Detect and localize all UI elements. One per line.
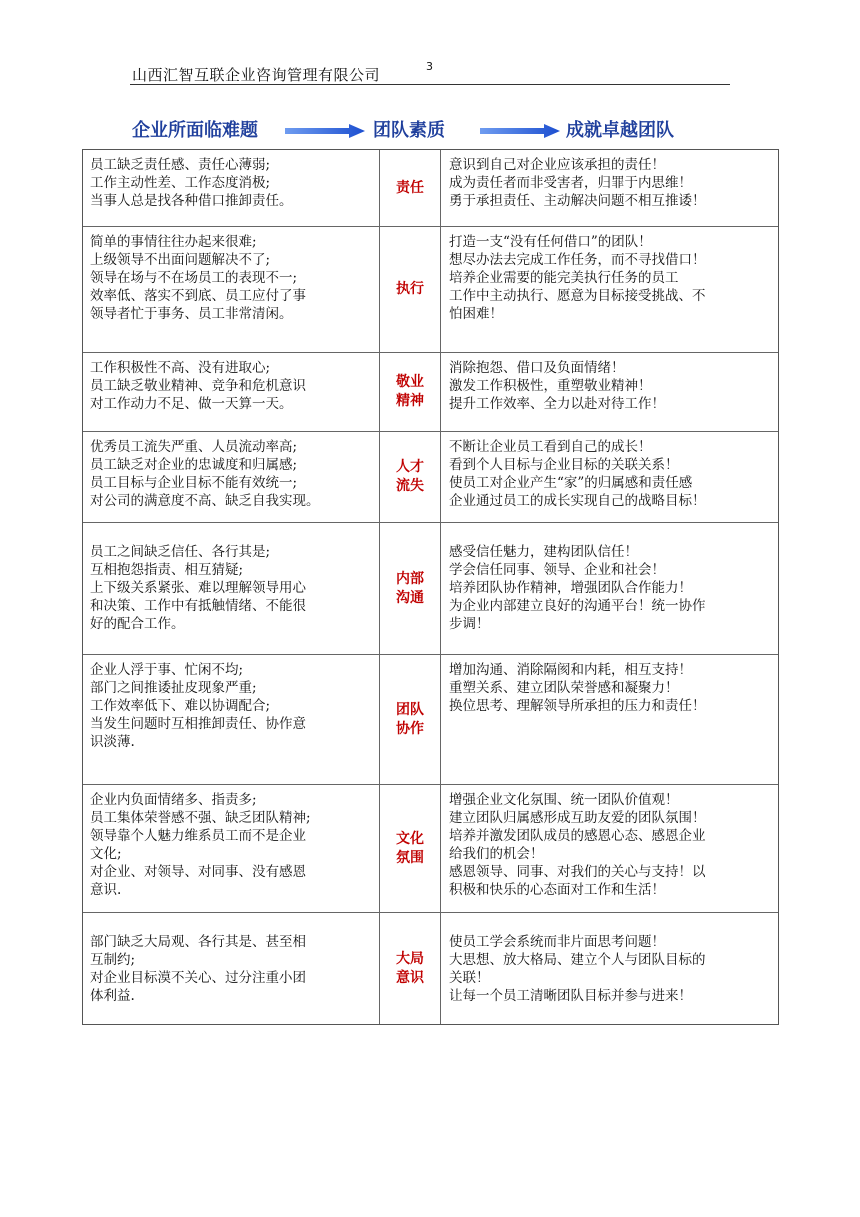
problem-line: 员工缺乏对企业的忠诚度和归属感; bbox=[90, 457, 298, 473]
problem-line: 对公司的满意度不高、缺乏自我实现。 bbox=[90, 493, 320, 509]
topic-label: 执行 bbox=[396, 281, 424, 297]
topic-cell bbox=[379, 227, 441, 352]
solution-line: 学会信任同事、领导、企业和社会！ bbox=[449, 562, 665, 578]
topic-label: 敬业 bbox=[396, 374, 424, 390]
problem-line: 部门之间推诿扯皮现象严重; bbox=[90, 680, 257, 696]
topic-cell bbox=[379, 150, 441, 226]
flow-title-outcome: 成就卓越团队 bbox=[566, 120, 674, 141]
problem-line: 企业人浮于事、忙闲不均; bbox=[90, 662, 244, 678]
problem-line: 体利益. bbox=[90, 988, 135, 1004]
solution-cell bbox=[441, 150, 778, 226]
table-row bbox=[83, 431, 778, 522]
problem-line: 上级领导不出面问题解决不了; bbox=[90, 252, 271, 268]
solution-line: 积极和快乐的心态面对工作和生活！ bbox=[449, 882, 665, 898]
solution-cell bbox=[441, 785, 778, 912]
topic-label: 协作 bbox=[396, 720, 424, 737]
table-row bbox=[83, 522, 778, 654]
table-row bbox=[83, 150, 778, 226]
table-row bbox=[83, 912, 778, 1024]
topic-cell bbox=[379, 523, 441, 654]
problem-cell bbox=[83, 227, 379, 352]
solution-cell bbox=[441, 227, 778, 352]
problem-line: 员工集体荣誉感不强、缺乏团队精神; bbox=[90, 810, 311, 826]
topic-label: 文化 bbox=[396, 830, 424, 847]
problem-line: 工作积极性不高、没有进取心; bbox=[90, 360, 271, 376]
table-row bbox=[83, 784, 778, 912]
problem-line: 识淡薄. bbox=[90, 734, 135, 750]
problem-line: 意识. bbox=[90, 882, 122, 898]
page-number: 3 bbox=[426, 60, 433, 73]
problem-line: 简单的事情往往办起来很难; bbox=[90, 234, 257, 250]
topic-cell bbox=[379, 655, 441, 784]
problem-cell bbox=[83, 655, 379, 784]
topic-label: 流失 bbox=[396, 478, 424, 494]
arrow-right-icon bbox=[285, 124, 365, 138]
topic-label: 人才 bbox=[396, 459, 424, 475]
problem-cell bbox=[83, 150, 379, 226]
problem-line: 员工缺乏敬业精神、竞争和危机意识 bbox=[90, 378, 306, 394]
problem-line: 当发生问题时互相推卸责任、协作意 bbox=[90, 716, 306, 732]
solution-line: 成为责任者而非受害者，归罪于内思维！ bbox=[449, 175, 692, 191]
problem-line: 员工缺乏责任感、责任心薄弱; bbox=[90, 157, 271, 173]
solution-line: 看到个人目标与企业目标的关联关系！ bbox=[449, 457, 679, 473]
topic-label: 责任 bbox=[396, 179, 424, 196]
topic-label: 内部 bbox=[396, 570, 424, 587]
solution-line: 使员工对企业产生“家”的归属感和责任感 bbox=[449, 475, 693, 491]
problem-line: 对企业目标漠不关心、过分注重小团 bbox=[90, 970, 306, 986]
problem-line: 上下级关系紧张、难以理解领导用心 bbox=[90, 580, 306, 596]
table-row bbox=[83, 352, 778, 431]
topic-cell bbox=[379, 785, 441, 912]
solution-line: 想尽办法去完成工作任务，而不寻找借口！ bbox=[449, 252, 706, 268]
topic-cell bbox=[379, 353, 441, 431]
solution-line: 让每一个员工清晰团队目标并参与进来！ bbox=[449, 988, 692, 1004]
problem-line: 员工之间缺乏信任、各行其是; bbox=[90, 544, 271, 560]
problem-line: 互制约; bbox=[90, 952, 136, 968]
flow-title-quality: 团队素质 bbox=[373, 120, 445, 141]
problem-line: 效率低、落实不到底、员工应付了事 bbox=[90, 288, 306, 304]
solution-cell bbox=[441, 913, 778, 1024]
company-name: 山西汇智互联企业咨询管理有限公司 bbox=[132, 66, 381, 84]
page-header bbox=[130, 62, 730, 85]
solution-line: 企业通过员工的成长实现自己的战略目标！ bbox=[449, 493, 706, 509]
problem-line: 对企业、对领导、对同事、没有感恩 bbox=[90, 864, 306, 880]
solution-line: 培养并激发团队成员的感恩心态、感恩企业 bbox=[449, 828, 706, 844]
problem-cell bbox=[83, 432, 379, 522]
solution-line: 提升工作效率、全力以赴对待工作！ bbox=[449, 396, 665, 412]
problem-line: 领导者忙于事务、员工非常清闲。 bbox=[90, 306, 293, 322]
solution-line: 工作中主动执行、愿意为目标接受挑战、不 bbox=[449, 288, 706, 304]
problem-line: 和决策、工作中有抵触情绪、不能很 bbox=[90, 598, 306, 614]
solution-line: 激发工作积极性，重塑敬业精神！ bbox=[449, 378, 652, 394]
problem-line: 当事人总是找各种借口推卸责任。 bbox=[90, 193, 293, 209]
problem-line: 文化; bbox=[90, 846, 122, 862]
solution-line: 建立团队归属感形成互助友爱的团队氛围！ bbox=[449, 810, 706, 826]
topic-cell bbox=[379, 913, 441, 1024]
solution-line: 给我们的机会！ bbox=[449, 846, 544, 862]
problem-line: 企业内负面情绪多、指责多; bbox=[90, 792, 257, 808]
solution-line: 打造一支“没有任何借口”的团队！ bbox=[449, 234, 652, 250]
solution-line: 大思想、放大格局、建立个人与团队目标的 bbox=[449, 952, 706, 968]
topic-label: 沟通 bbox=[396, 589, 424, 606]
problem-line: 对工作动力不足、做一天算一天。 bbox=[90, 396, 293, 412]
flow-title-problems: 企业所面临难题 bbox=[132, 120, 258, 141]
problem-cell bbox=[83, 785, 379, 912]
solution-line: 感受信任魅力，建构团队信任！ bbox=[449, 544, 638, 560]
solution-line: 使员工学会系统而非片面思考问题！ bbox=[449, 934, 665, 950]
problem-solution-table bbox=[82, 149, 779, 1025]
solution-cell bbox=[441, 523, 778, 654]
topic-label: 氛围 bbox=[396, 849, 424, 866]
solution-line: 步调！ bbox=[449, 616, 490, 632]
topic-label: 大局 bbox=[396, 950, 424, 967]
problem-cell bbox=[83, 913, 379, 1024]
solution-line: 消除抱怨、借口及负面情绪！ bbox=[449, 360, 625, 376]
flow-header bbox=[0, 114, 860, 144]
solution-cell bbox=[441, 432, 778, 522]
solution-line: 勇于承担责任、主动解决问题不相互推诿！ bbox=[449, 193, 706, 209]
problem-cell bbox=[83, 353, 379, 431]
problem-line: 互相抱怨指责、相互猜疑; bbox=[90, 562, 244, 578]
problem-line: 领导靠个人魅力维系员工而不是企业 bbox=[90, 828, 306, 844]
problem-line: 好的配合工作。 bbox=[90, 616, 185, 632]
solution-line: 怕困难！ bbox=[449, 306, 503, 322]
solution-line: 培养企业需要的能完美执行任务的员工 bbox=[449, 270, 679, 286]
problem-line: 部门缺乏大局观、各行其是、甚至相 bbox=[90, 934, 306, 950]
problem-line: 工作效率低下、难以协调配合; bbox=[90, 698, 271, 714]
topic-label: 团队 bbox=[396, 701, 424, 718]
solution-line: 培养团队协作精神，增强团队合作能力！ bbox=[449, 580, 692, 596]
topic-label: 精神 bbox=[396, 393, 424, 409]
solution-line: 关联！ bbox=[449, 970, 490, 986]
problem-line: 领导在场与不在场员工的表现不一; bbox=[90, 270, 298, 286]
solution-cell bbox=[441, 655, 778, 784]
topic-cell bbox=[379, 432, 441, 522]
solution-line: 换位思考、理解领导所承担的压力和责任！ bbox=[449, 698, 706, 714]
table-row bbox=[83, 226, 778, 352]
solution-cell bbox=[441, 353, 778, 431]
arrow-right-icon bbox=[480, 124, 560, 138]
problem-line: 员工目标与企业目标不能有效统一; bbox=[90, 475, 298, 491]
solution-line: 为企业内部建立良好的沟通平台！统一协作 bbox=[449, 598, 706, 614]
problem-line: 工作主动性差、工作态度消极; bbox=[90, 175, 271, 191]
topic-label: 意识 bbox=[396, 969, 424, 986]
solution-line: 增加沟通、消除隔阂和内耗，相互支持！ bbox=[449, 662, 692, 678]
solution-line: 重塑关系、建立团队荣誉感和凝聚力！ bbox=[449, 680, 679, 696]
solution-line: 增强企业文化氛围、统一团队价值观！ bbox=[449, 792, 679, 808]
table-row bbox=[83, 654, 778, 784]
problem-line: 优秀员工流失严重、人员流动率高; bbox=[90, 439, 298, 455]
solution-line: 意识到自己对企业应该承担的责任！ bbox=[449, 157, 665, 173]
problem-cell bbox=[83, 523, 379, 654]
solution-line: 不断让企业员工看到自己的成长！ bbox=[449, 439, 652, 455]
solution-line: 感恩领导、同事、对我们的关心与支持！以 bbox=[449, 864, 706, 880]
